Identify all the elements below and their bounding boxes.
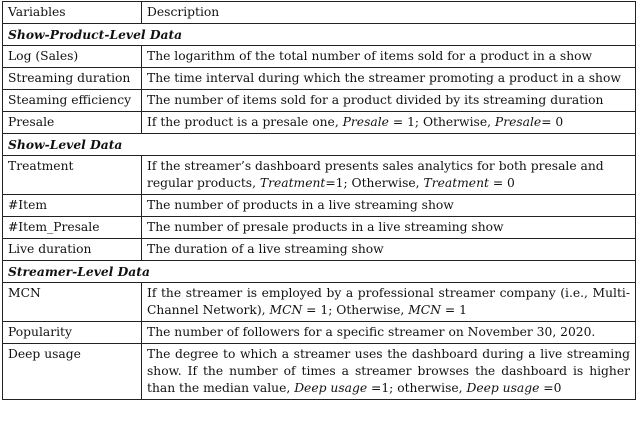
variable-description: The number of items sold for a product divided by its streaming duration [142, 90, 636, 112]
variable-name: Popularity [3, 322, 142, 344]
variable-name: Live duration [3, 239, 142, 261]
variable-description [142, 344, 636, 400]
desc-text: If the streamer’s dashboard presents sales analytics for both presale and regular products, [147, 159, 604, 190]
section-show-level: Show-Level Data [3, 134, 636, 156]
desc-var: Deep usage [466, 381, 540, 395]
table-row [3, 239, 636, 261]
section-row [3, 134, 636, 156]
desc-text: The degree to which a streamer uses the dashboard during a live streaming show. If the number of times a streamer browses the dashboard is higher than the median value, [147, 347, 630, 395]
desc-text: = 1; Otherwise, [388, 115, 495, 129]
desc-var: Presale [342, 115, 389, 129]
variable-name: MCN [3, 283, 142, 322]
variable-name: Treatment [3, 156, 142, 195]
desc-text: =1; otherwise, [367, 381, 467, 395]
section-streamer-level: Streamer-Level Data [3, 261, 636, 283]
variables-table [2, 1, 636, 400]
variable-name: Presale [3, 112, 142, 134]
variable-description: The number of followers for a specific streamer on November 30, 2020. [142, 322, 636, 344]
table-row [3, 344, 636, 400]
section-row [3, 261, 636, 283]
variable-description: The number of products in a live streaming show [142, 195, 636, 217]
desc-text: If the product is a presale one, [147, 115, 343, 129]
table-row [3, 112, 636, 134]
desc-var: Presale [494, 115, 542, 129]
desc-var: Treatment [423, 176, 489, 190]
variable-description: The time interval during which the streamer promoting a product in a show [142, 68, 636, 90]
variable-name: Streaming duration [3, 68, 142, 90]
desc-text: If the streamer is employed by a professional streamer company (i.e., Multi-Channel Network), [147, 286, 630, 317]
table-row [3, 195, 636, 217]
variable-description [142, 156, 636, 195]
table-row [3, 156, 636, 195]
table-row [3, 322, 636, 344]
header-variables: Variables [3, 2, 142, 24]
desc-text: =1; Otherwise, [325, 176, 424, 190]
table-row [3, 217, 636, 239]
desc-var: MCN [408, 303, 441, 317]
variable-name: #Item [3, 195, 142, 217]
desc-text: = 1 [440, 303, 467, 317]
table-row [3, 90, 636, 112]
section-show-product-level: Show-Product-Level Data [3, 24, 636, 46]
section-row [3, 24, 636, 46]
table-row [3, 46, 636, 68]
table-row [3, 283, 636, 322]
table-row [3, 68, 636, 90]
variable-description: The duration of a live streaming show [142, 239, 636, 261]
variable-name: #Item_Presale [3, 217, 142, 239]
header-row [3, 2, 636, 24]
variable-description: The logarithm of the total number of items sold for a product in a show [142, 46, 636, 68]
desc-text: =0 [539, 381, 562, 395]
variable-name: Deep usage [3, 344, 142, 400]
variable-name: Log (Sales) [3, 46, 142, 68]
header-description: Description [142, 2, 636, 24]
desc-text: = 0 [488, 176, 515, 190]
variable-name: Steaming efficiency [3, 90, 142, 112]
desc-text: = 0 [541, 115, 564, 129]
desc-var: Deep usage [294, 381, 368, 395]
variable-description [142, 112, 636, 134]
variable-description [142, 283, 636, 322]
desc-var: Treatment [259, 176, 326, 190]
desc-text: = 1; Otherwise, [302, 303, 409, 317]
desc-var: MCN [269, 303, 303, 317]
variable-description: The number of presale products in a live streaming show [142, 217, 636, 239]
